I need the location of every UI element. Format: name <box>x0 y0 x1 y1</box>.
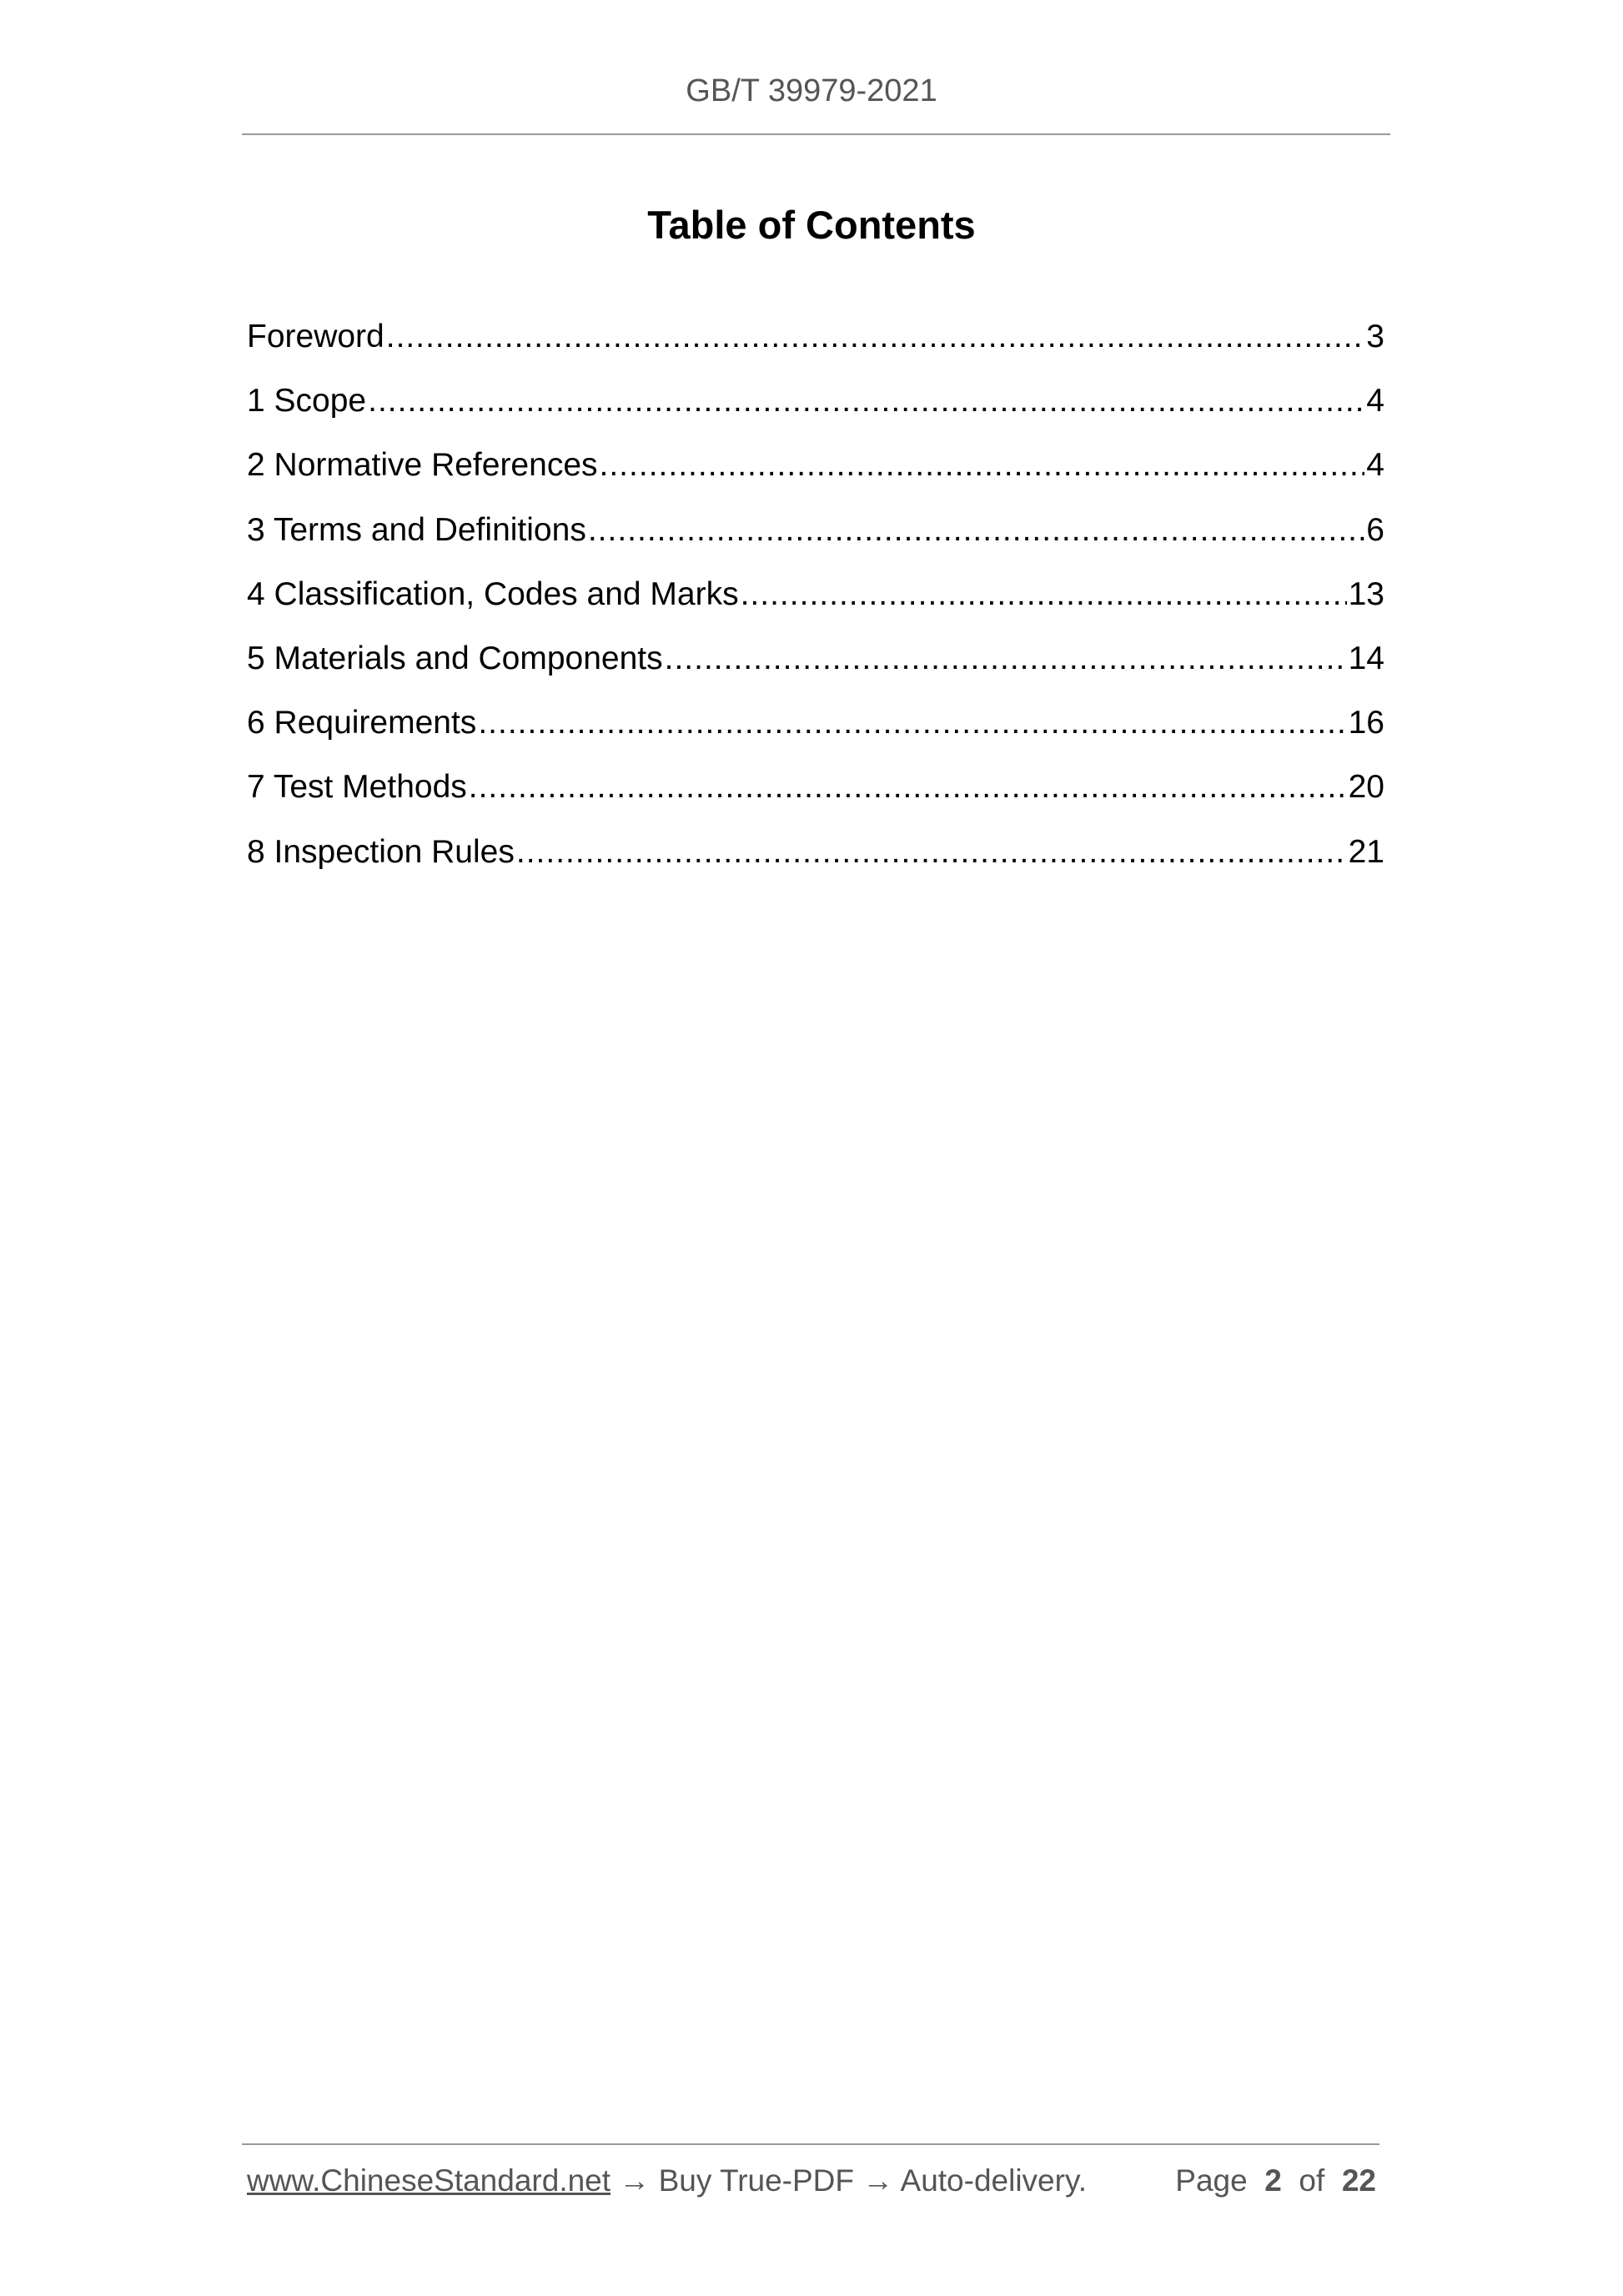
toc-entry-scope[interactable] <box>247 379 1384 443</box>
toc-entry-page: 13 <box>1348 575 1384 612</box>
toc-entry-page: 3 <box>1366 319 1384 354</box>
toc-dot-leader <box>741 572 1347 617</box>
toc-entry-normative-references[interactable] <box>247 443 1384 507</box>
table-of-contents <box>247 314 1384 894</box>
toc-entry-label: 6 Requirements <box>247 705 477 741</box>
toc-entry-page: 14 <box>1348 640 1384 676</box>
toc-entry-label: 5 Materials and Components <box>247 640 663 676</box>
total-page-count: 22 <box>1341 2163 1376 2198</box>
toc-dot-leader <box>469 765 1347 810</box>
footer-promo <box>247 2163 1087 2198</box>
toc-entry-label: 4 Classification, Codes and Marks <box>247 575 739 612</box>
toc-entry-test-methods[interactable] <box>247 765 1384 829</box>
toc-dot-leader <box>386 314 1365 359</box>
page-word: Page <box>1175 2163 1248 2198</box>
toc-entry-page: 21 <box>1348 833 1384 870</box>
toc-entry-classification-codes-marks[interactable] <box>247 572 1384 636</box>
page-title: Table of Contents <box>647 203 976 247</box>
toc-entry-page: 16 <box>1348 705 1384 741</box>
toc-entry-label: 8 Inspection Rules <box>247 833 515 870</box>
toc-entry-page: 4 <box>1366 447 1384 484</box>
toc-entry-label: Foreword <box>247 319 384 354</box>
document-id-header: GB/T 39979-2021 <box>686 73 937 108</box>
toc-entry-page: 6 <box>1366 511 1384 548</box>
toc-dot-leader <box>600 443 1365 488</box>
toc-entry-label: 2 Normative References <box>247 447 598 484</box>
website-link[interactable]: www.ChineseStandard.net <box>247 2163 611 2198</box>
page-number <box>1175 2163 1376 2198</box>
toc-entry-label: 7 Test Methods <box>247 769 467 806</box>
toc-entry-page: 20 <box>1348 769 1384 806</box>
footer-divider <box>242 2143 1379 2145</box>
toc-entry-terms-and-definitions[interactable] <box>247 508 1384 572</box>
toc-entry-label: 3 Terms and Definitions <box>247 511 586 548</box>
footer-promo-text: → Buy True-PDF → Auto-delivery. <box>619 2163 1087 2198</box>
toc-entry-materials-and-components[interactable] <box>247 636 1384 701</box>
toc-entry-requirements[interactable] <box>247 701 1384 765</box>
of-word: of <box>1299 2163 1325 2198</box>
toc-dot-leader <box>516 830 1347 875</box>
toc-entry-label: 1 Scope <box>247 383 367 420</box>
toc-dot-leader <box>665 636 1347 681</box>
toc-entry-inspection-rules[interactable] <box>247 830 1384 894</box>
current-page-number: 2 <box>1264 2163 1282 2198</box>
toc-dot-leader <box>478 701 1346 746</box>
toc-entry-page: 4 <box>1366 383 1384 420</box>
header-divider <box>242 133 1390 135</box>
toc-entry-foreword[interactable] <box>247 314 1384 379</box>
toc-dot-leader <box>588 508 1364 553</box>
toc-dot-leader <box>368 379 1364 424</box>
